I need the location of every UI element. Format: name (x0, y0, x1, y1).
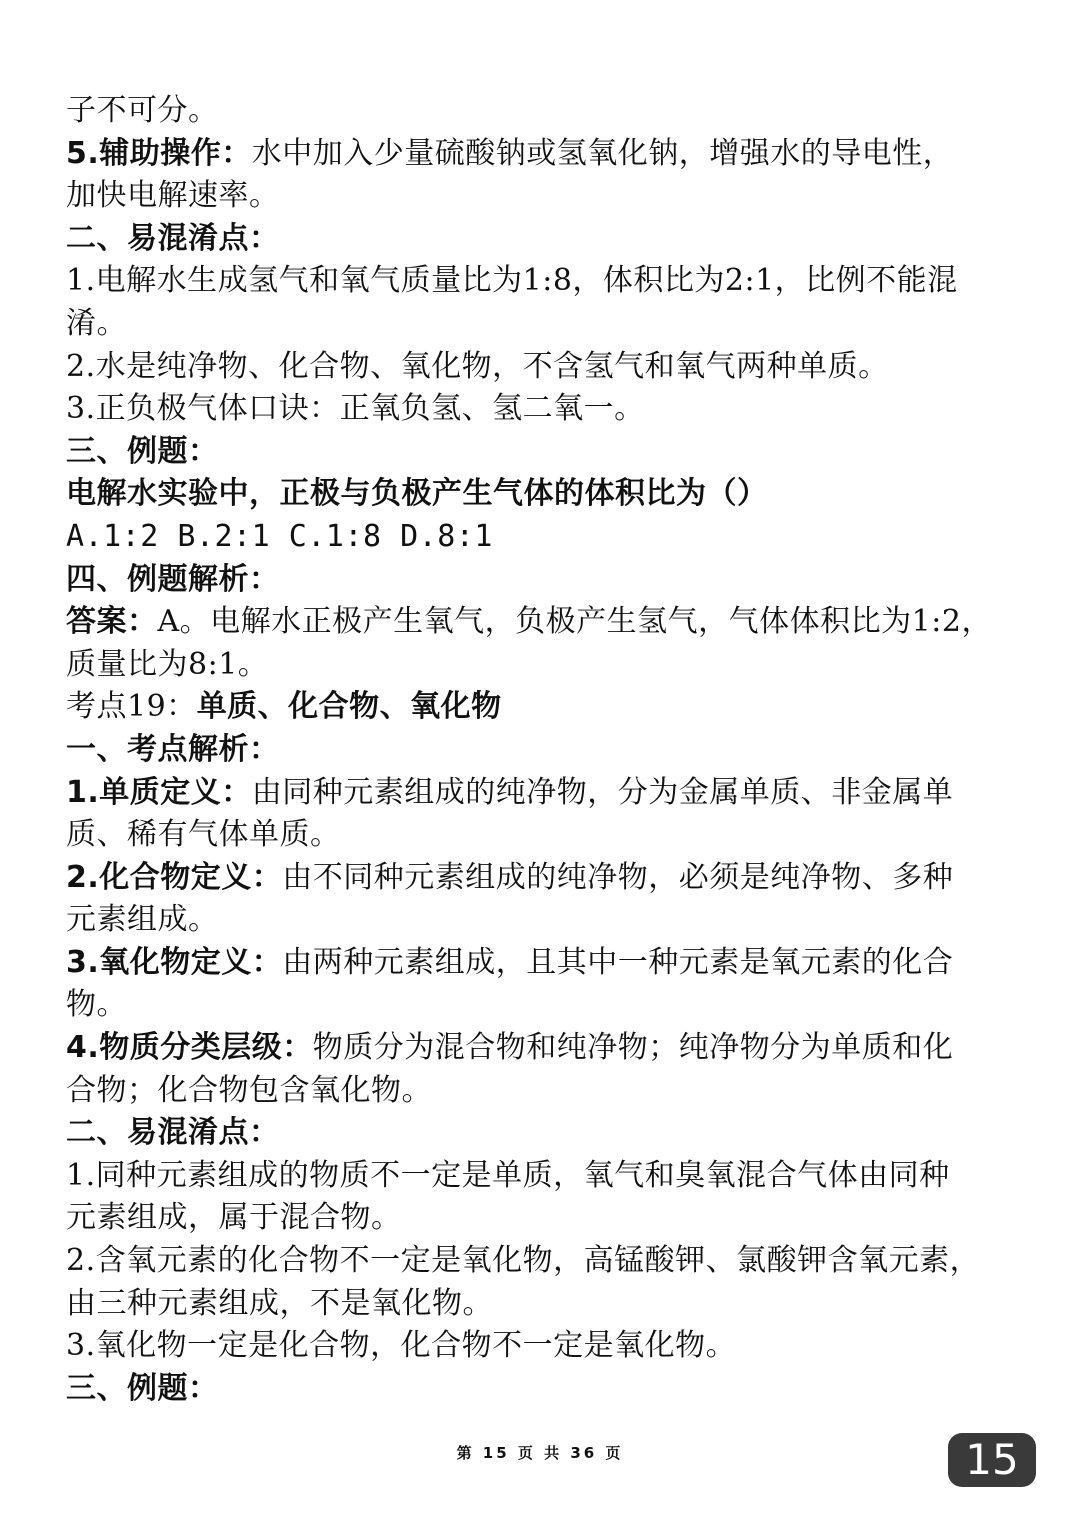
item-body: 物质分为混合物和纯净物；纯净物分为单质和化 (312, 1030, 954, 1066)
text-line (66, 772, 1026, 815)
text-line (66, 601, 1026, 644)
section-heading: 二、易混淆点： (66, 1115, 280, 1151)
page-number-badge: 15 (948, 1433, 1036, 1487)
item-body: 由两种元素组成，且其中一种元素是氧元素的化合 (282, 944, 954, 980)
text-line: 子不可分。 (66, 93, 219, 128)
answer-body: A。电解水正极产生氧气，负极产生氢气，气体体积比为1:2， (157, 604, 992, 640)
topic-name: 单质、化合物、氧化物 (196, 689, 502, 725)
item-heading: 5.辅助操作： (66, 135, 252, 171)
text-line: 3.氧化物一定是化合物，化合物不一定是氧化物。 (66, 1328, 737, 1364)
text-line: 合物；化合物包含氧化物。 (66, 1072, 432, 1108)
text-line: 质、稀有气体单质。 (66, 817, 341, 853)
text-line: 淆。 (66, 305, 127, 341)
text-line: 1.同种元素组成的物质不一定是单质，氧气和臭氧混合气体由同种 (66, 1157, 950, 1193)
text-line (66, 942, 1026, 985)
answer-label: 答案： (66, 604, 158, 640)
document-body (66, 90, 1026, 1410)
item-heading: 4.物质分类层级： (66, 1030, 313, 1066)
text-line: 2.含氧元素的化合物不一定是氧化物，高锰酸钾、氯酸钾含氧元素， (66, 1243, 981, 1279)
text-line (66, 133, 1026, 176)
topic-title (66, 686, 1026, 729)
text-line: 1.电解水生成氢气和氧气质量比为1:8，体积比为2:1，比例不能混 (66, 263, 958, 299)
section-heading: 二、易混淆点： (66, 220, 280, 256)
section-heading: 四、例题解析： (66, 561, 280, 597)
question-text: 电解水实验中，正极与负极产生气体的体积比为（） (66, 476, 768, 512)
text-line: 加快电解速率。 (66, 178, 280, 214)
item-heading: 3.氧化物定义： (66, 944, 283, 980)
item-body: 由不同种元素组成的纯净物，必须是纯净物、多种 (282, 859, 954, 895)
section-heading: 一、考点解析： (66, 731, 280, 767)
text-line: 元素组成，属于混合物。 (66, 1200, 402, 1236)
topic-prefix: 考点19： (66, 689, 197, 725)
text-line (66, 1027, 1026, 1070)
text-line: 质量比为8:1。 (66, 646, 269, 682)
text-line: 由三种元素组成，不是氧化物。 (66, 1285, 493, 1321)
item-heading: 2.化合物定义： (66, 859, 283, 895)
text-line: 物。 (66, 987, 127, 1023)
section-heading: 三、例题： (66, 433, 219, 469)
item-heading: 1.单质定义： (66, 774, 252, 810)
text-line: 2.水是纯净物、化合物、氧化物，不含氢气和氧气两种单质。 (66, 348, 889, 384)
text-line: 3.正负极气体口诀：正氧负氢、氢二氧一。 (66, 391, 645, 427)
text-line (66, 857, 1026, 900)
item-body: 水中加入少量硫酸钠或氢氧化钠，增强水的导电性， (251, 135, 954, 171)
question-options: A.1:2 B.2:1 C.1:8 D.8:1 (66, 518, 493, 554)
text-line: 元素组成。 (66, 902, 219, 938)
section-heading: 三、例题： (66, 1370, 219, 1406)
page-footer: 第 15 页 共 36 页 (456, 1444, 624, 1462)
item-body: 由同种元素组成的纯净物，分为金属单质、非金属单 (251, 774, 954, 810)
